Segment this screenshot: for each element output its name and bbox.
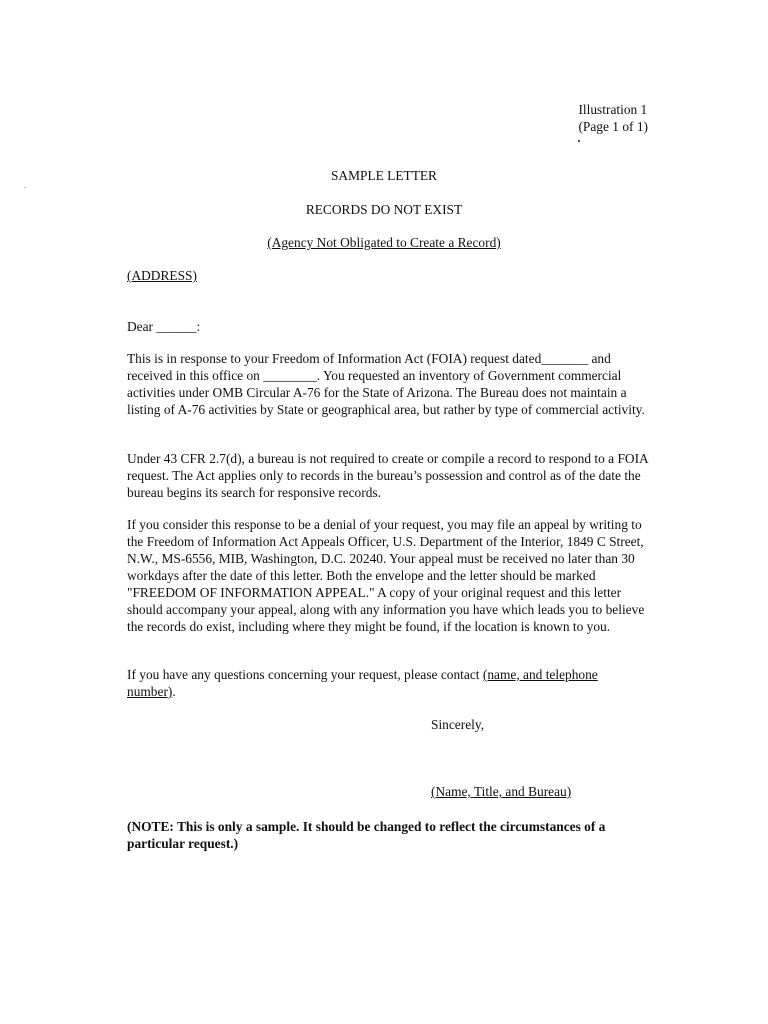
body-paragraph-3: If you consider this response to be a denial of your request, you may file an appeal by writing to the Freedom of Information Act Appeals Officer, U.S. Department of the Interior, 1849 C Street, N.W., MS-6556, MIB, Washington, D.C. 20240. Your appeal must be received no later than 30 workdays after the date of this letter. Both the envelope and the letter should be marked "FREEDOM OF INFORMATION APPEAL." A copy of your original request and this letter should accompany your appeal, along with any information you have which leads you to believe the records do exist, including where they might be found, if the location is known to you. [127, 517, 645, 634]
signature-placeholder: (Name, Title, and Bureau) [431, 784, 572, 799]
body-paragraph-1: This is in response to your Freedom of Information Act (FOIA) request dated_______ and received in this office on ________. You requested an inventory of Government commercial activities under OMB Circular A-76 for the State of Arizona. The Bureau does not maintain a listing of A-76 activities by State or geographical area, but rather by type of commercial activity. [127, 351, 645, 417]
illustration-label: Illustration 1 [578, 102, 648, 117]
illustration-header [578, 101, 648, 135]
scan-dot [578, 140, 580, 142]
closing: Sincerely, [431, 717, 485, 732]
body-paragraph-4 [127, 666, 649, 700]
scan-speck [24, 187, 26, 188]
document-qualifier-text: (Agency Not Obligated to Create a Record) [267, 235, 501, 250]
contact-placeholder: (name, and telephone number) [127, 667, 598, 699]
document-title: SAMPLE LETTER [330, 168, 437, 183]
body-paragraph-2: Under 43 CFR 2.7(d), a bureau is not required to create or compile a record to respond to a FOIA request. The Act applies only to records in the bureau’s possession and control as of the date the bureau begins its search for responsive records. [127, 451, 648, 500]
document-qualifier [0, 234, 768, 251]
document-subtitle: RECORDS DO NOT EXIST [305, 202, 463, 217]
contact-prefix: If you have any questions concerning your request, please contact [127, 667, 483, 682]
sample-note: (NOTE: This is only a sample. It should be changed to reflect the circumstances of a particular request.) [127, 819, 606, 851]
address-placeholder: (ADDRESS) [127, 268, 197, 283]
contact-suffix: . [172, 684, 176, 699]
page-indicator: (Page 1 of 1) [578, 119, 648, 134]
salutation: Dear ______: [127, 319, 201, 334]
